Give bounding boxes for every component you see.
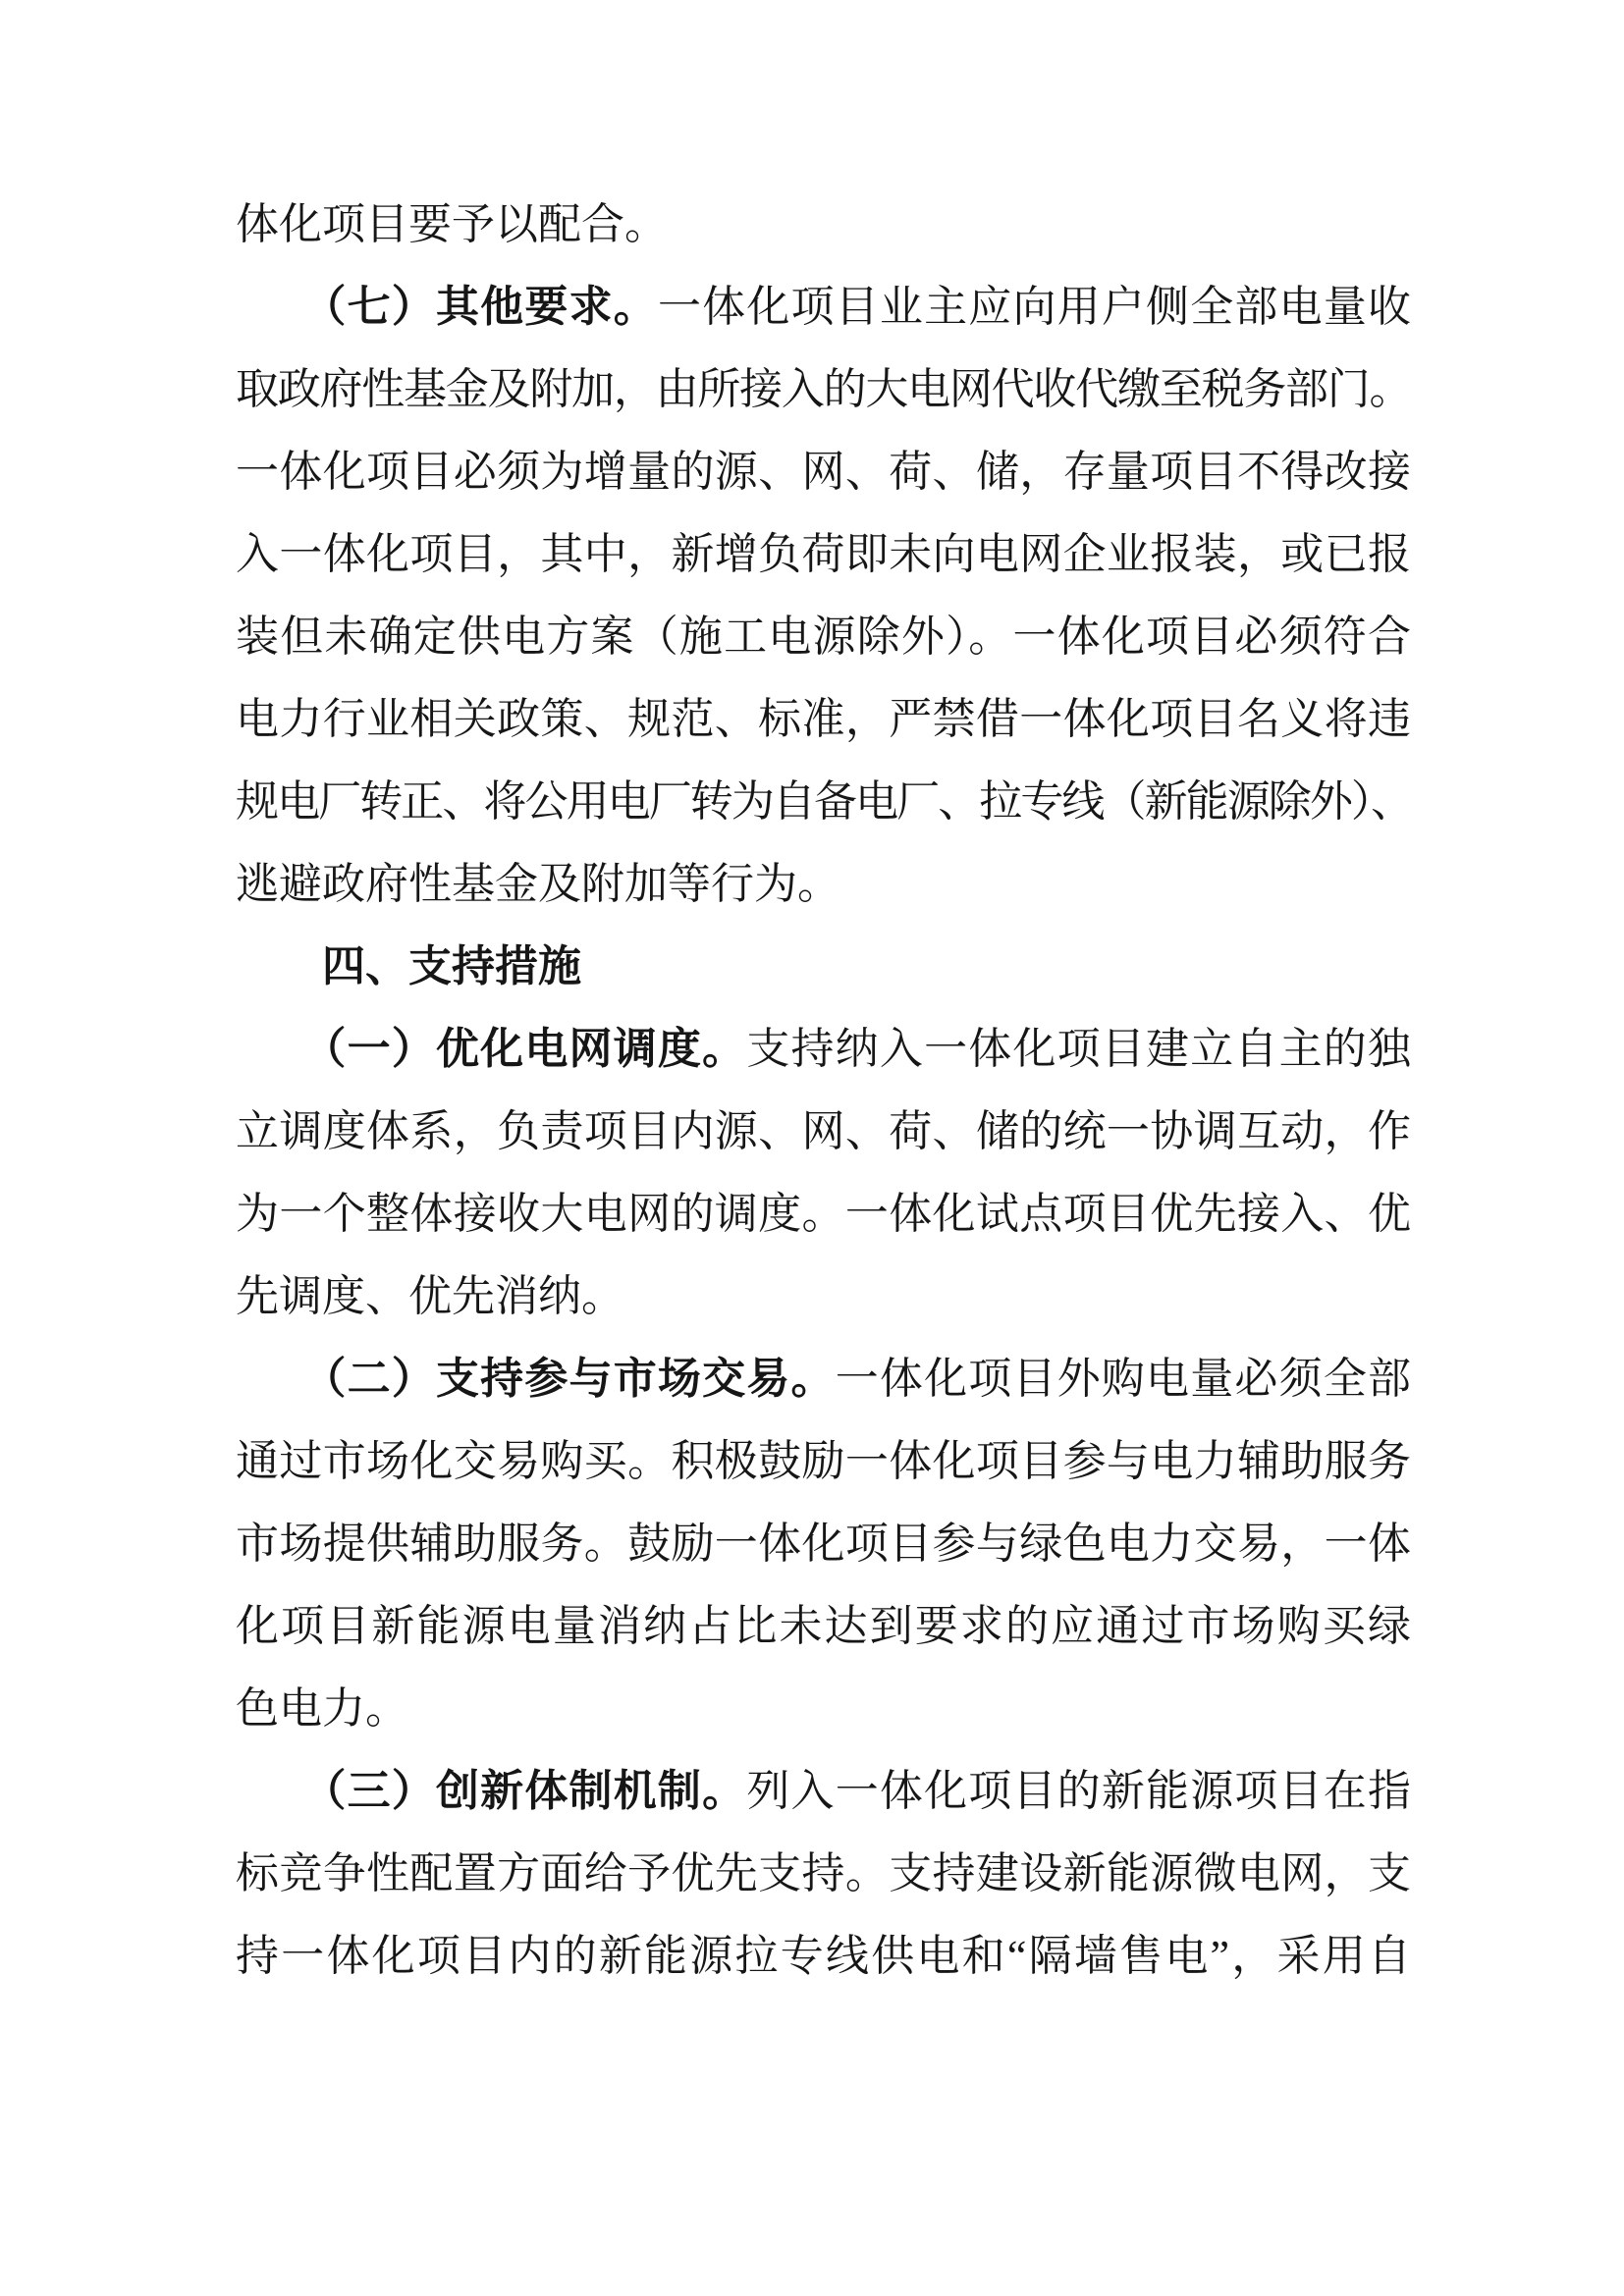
- body-text: 逃避政府性基金及附加等行为。: [236, 860, 840, 908]
- text-line: [236, 1750, 1410, 1833]
- body-text: 持一体化项目内的新能源拉专线供电和“隔墙售电”，采用自: [236, 1932, 1410, 1980]
- body-text: 一体化项目业主应向用户侧全部电量收: [657, 283, 1411, 331]
- document-text: [236, 184, 1410, 1998]
- text-line: [236, 1668, 1410, 1750]
- body-text: 化项目新能源电量消纳占比未达到要求的应通过市场购买绿: [236, 1602, 1410, 1650]
- section-heading-text: 四、支持措施: [236, 942, 581, 990]
- body-text: 标竞争性配置方面给予优先支持。支持建设新能源微电网，支: [236, 1849, 1410, 1897]
- body-text: 先调度、优先消纳。: [236, 1272, 624, 1320]
- text-line: [236, 1255, 1410, 1338]
- text-line: [236, 513, 1410, 596]
- text-line: [236, 1008, 1410, 1091]
- text-line: [236, 1833, 1410, 1915]
- paragraph-lead-bold: （一）优化电网调度。: [236, 1025, 747, 1073]
- text-line: [236, 596, 1410, 678]
- text-line: [236, 678, 1410, 761]
- text-line: [236, 348, 1410, 431]
- body-text: 市场提供辅助服务。鼓励一体化项目参与绿色电力交易，一体: [236, 1520, 1410, 1568]
- body-text: 色电力。: [236, 1684, 408, 1733]
- body-text: 一体化项目外购电量必须全部: [835, 1355, 1411, 1403]
- body-text: 支持纳入一体化项目建立自主的独: [746, 1025, 1411, 1073]
- text-line: [236, 1091, 1410, 1173]
- text-line: [236, 761, 1410, 843]
- body-text: 装但未确定供电方案（施工电源除外）。一体化项目必须符合: [236, 613, 1410, 661]
- text-line: [236, 1338, 1410, 1420]
- body-text: 一体化项目必须为增量的源、网、荷、储，存量项目不得改接: [236, 448, 1410, 496]
- body-text: 体化项目要予以配合。: [236, 200, 668, 248]
- text-line: [236, 1503, 1410, 1585]
- text-line: [236, 184, 1410, 266]
- body-text: 规电厂转正、将公用电厂转为自备电厂、拉专线（新能源除外）、: [236, 777, 1410, 826]
- paragraph-lead-bold: （七）其他要求。: [236, 283, 658, 331]
- text-line: [236, 843, 1410, 926]
- body-text: 电力行业相关政策、规范、标准，严禁借一体化项目名义将违: [236, 695, 1410, 743]
- text-line: [236, 1420, 1410, 1503]
- body-text: 列入一体化项目的新能源项目在指: [746, 1767, 1411, 1815]
- section-heading: [236, 926, 1410, 1008]
- body-text: 取政府性基金及附加，由所接入的大电网代收代缴至税务部门。: [236, 365, 1410, 413]
- text-line: [236, 431, 1410, 513]
- text-line: [236, 266, 1410, 348]
- text-line: [236, 1915, 1410, 1998]
- text-line: [236, 1173, 1410, 1255]
- paragraph-lead-bold: （二）支持参与市场交易。: [236, 1355, 836, 1403]
- body-text: 立调度体系，负责项目内源、网、荷、储的统一协调互动，作: [236, 1107, 1410, 1155]
- text-line: [236, 1585, 1410, 1668]
- body-text: 入一体化项目，其中，新增负荷即未向电网企业报装，或已报: [236, 530, 1410, 578]
- body-text: 为一个整体接收大电网的调度。一体化试点项目优先接入、优: [236, 1190, 1410, 1238]
- body-text: 通过市场化交易购买。积极鼓励一体化项目参与电力辅助服务: [236, 1437, 1410, 1485]
- paragraph-lead-bold: （三）创新体制机制。: [236, 1767, 747, 1815]
